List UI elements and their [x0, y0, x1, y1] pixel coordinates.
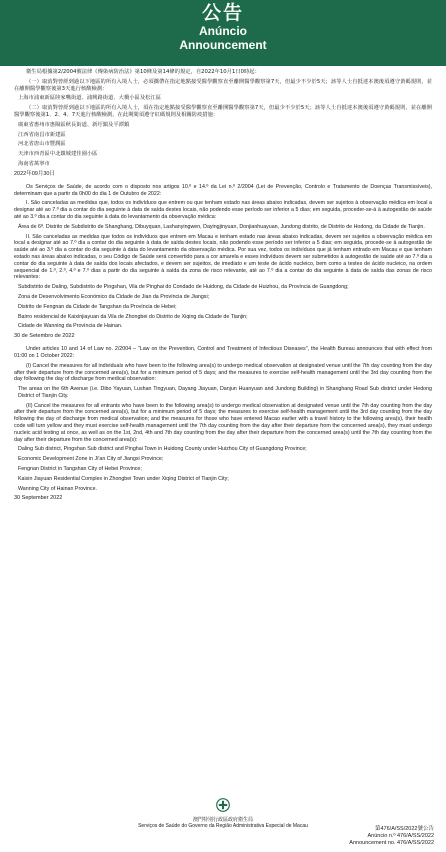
zh-s2-item: 江西省南昌市新建區: [18, 131, 66, 138]
zh-section-2: （二）取消對曾經到過以下地區的所有入境人士，須在指定地點接受醫學觀察直至離開醫學觀察第7天，但最少不少於5天；該等人士自抵達本澳後須遵守黃碼規則，並在離開醫學觀察後第1、2、4、7天進行核酸檢測，在此期間須遵守紅碼規則及相關防疫措施：: [14, 105, 432, 118]
reference-pt: Anúncio n.º 476/A/SS/2022: [367, 833, 434, 839]
zh-s2-item: 天津市西青區中北鎮城建佳園小區: [18, 151, 98, 158]
en-date: 30 September 2022: [14, 495, 63, 502]
pt-s2-item: Cidade de Wanning da Província de Hainan.: [18, 323, 123, 330]
reference-zh: 第476/A/SS/2022號公告: [374, 826, 434, 832]
zh-date: 2022年09月30日: [14, 170, 55, 177]
title-portuguese: Anúncio: [199, 24, 247, 38]
zh-section-1: （一）取消對曾經到過以下地區的所有入境人士，必須攜帶在指定地點接受醫學觀察直至離開醫學觀察第7天，但最少不少於5天；該等人士自抵達本澳後須遵守黃碼規則，並在離開醫學觀察後第3天進行核酸檢測：: [14, 78, 432, 92]
en-section-1: (I) Cancel the measures for all individuals who have been to the following area(s) to undergo medical observation at designated venue until the 7th day counting from the day after their departure from the concerned area(s), but for a minimum period of 5 days; and the measures to exercise self-health management until the 3rd day counting from the day following the day of discharge from medical observation:: [14, 362, 432, 383]
pt-s1-item: Área de 6ª. Distrito de Subdistrito de Shanghang, Dibuyquan, Lashanyingwen, Dayingjinyuan, Donjianhuayuan, Jundong distrito, de Distrito de Hodong, da Cidade de Tianjin.: [18, 223, 425, 230]
title-chinese: 公告: [201, 2, 244, 24]
announcement-body: [0, 66, 446, 502]
en-s1-item: The areas on the 6th Avenue (i.e. Dibo Yayuan, Lushan Tingyuan, Dayang Jiayuan, Danjun Huanyuan and Jundong Building) in Shanghang Road Sub district under Hedong District of Tianjin City.: [18, 386, 432, 399]
announcement-header: [0, 0, 446, 66]
zh-s2-item: 廣東省惠州市惠陽區秋長街道、新圩鎮及平潭鎮: [18, 121, 130, 128]
announcement-reference: [349, 826, 434, 847]
en-s2-item: Fengnan District in Tangshan City of Hebei Province;: [18, 466, 142, 473]
en-s2-item: Kaixin Jiayuan Residential Complex in Zhongbei Town under Xiqing District of Tianjin City;: [18, 475, 229, 482]
pt-s2-item: Subdistrito de Daling, Subdistrito de Pingshan, Vila de Pinghai do Condado de Huidong, da Cidade de Huizhou, da Província de Guangdong;: [18, 284, 349, 291]
reference-en: Announcement no. 476/A/SS/2022: [349, 840, 434, 846]
pt-s2-item: Bairro residencial de Kaixinjiayuan da Vila de Zhongbei do Distrito de Xiqing da Cidade de Tianjin;: [18, 313, 248, 320]
en-s2-item: Daling Sub district, Pingshan Sub district and Pinghai Town in Huidong County under Huizhou City of Guangdong Province;: [18, 446, 307, 453]
en-intro: Under articles 10 and 14 of Law no. 2/2004 – "Law on the Prevention, Control and Treatment of Infectious Diseases", the Health Bureau announces that with effect from 01:00 on 1 October 2022:: [14, 346, 432, 359]
en-s2-item: Wanning City of Hainan Province.: [18, 485, 98, 492]
zh-s2-item: 海南省萬寧市: [18, 160, 50, 167]
en-s2-item: Economic Development Zone in Ji'an City of Jiangxi Province;: [18, 456, 164, 463]
en-section-2: (II) Cancel the measures for all entrants who have been to the following area(s) to undergo medical observation at designated venue until the 7th day counting from the day after their departure from the concerned area(s), but for a minimum period of 5 days; the measures to exercise self-health management until the 3rd day counting from the day following the day of discharge from medical observation; and the measures for those who have entered Macao earlier with a travel history to the following area(s), their health code will turn yellow and they must exercise self-health management until the 7th day counting from the day after their departure from the concerned area(s), they must undergo nucleic acid testing at once, as well as on the 1st, 2nd, 4th and 7th day counting from the day after their departure from the concerned area(s) until the 7th day counting from the day after their departure from the concerned area(s):: [14, 402, 432, 443]
zh-intro: 衛生局根據第2/2004號法律《傳染病防治法》第10條及第14條的規定，自2022年10月1日0時起：: [26, 69, 260, 75]
pt-s2-item: Distrito de Fengnan da Cidade de Tangshan da Província de Hebei;: [18, 303, 177, 310]
pt-date: 30 de Setembro de 2022: [14, 333, 75, 340]
footer: [0, 798, 446, 829]
health-bureau-logo-icon: [216, 798, 230, 812]
zh-s1-item: 上海市浦東新區陸家嘴街道、浦興路街道、大橋小區及松江區: [18, 95, 162, 102]
department-name: 澳門特別行政區政府衛生局 Serviços de Saúde do Governo da Região Administrativa Especial de Macau: [138, 817, 308, 829]
zh-s2-item: 河北省唐山市豐潤區: [18, 141, 66, 148]
pt-section-1: I. São canceladas as medidas que, todos os indivíduos que entrem ou que tenham estado nas áreas abaixo indicadas, devem ser sujeitos à observação médica em local a designar até ao 7.º dia a contar do dia seguinte à data de saída destes locais, não podendo esse período ser inferior a 5 dias; em seguida, proceder-se-á à autogestão de saúde até ao 3.º dia a contar do dia seguinte à data do levantamento da observação médica:: [14, 200, 432, 220]
pt-section-2: II. São canceladas as medidas que todos os indivíduos que entrem em Macau e tenham estado nas áreas abaixo indicadas, devem ser sujeitos a observação médica em local a designar até ao 7.º dia a contar do dia seguinte à data de saída destes locais, não podendo esse período ser inferior a 5 dias; em seguida, procede-se à autogestão de saúde até ao 3.º dia a contar do dia seguinte à data do levantamento da observação médica. Por sua vez, todos os indivíduos que já tenham entrado em Macau e que tenham estado nas áreas abaixo indicadas, o seu Código de Saúde será convertido para a cor amarela e esses indivíduos devem ser submetidos à autogestão de saúde até ao 7.º dia a contar do dia seguinte à data de saída dos locais afectados, e devem ser sujeitos, de imediato e um teste de ácido nucleico, bem como a testes de ácido nucleico, na ordem sequencial de 1.º, 2.º, 4.º e 7.º dias a partir do dia seguinte à saída da zona de risco relevante, até ao 7.º dia a contar do dia seguinte à data de saída das zonas de risco relevantes:: [14, 233, 432, 281]
pt-s2-item: Zona de Desenvolvimento Económico da Cidade de Jian da Província de Jiangxi;: [18, 293, 210, 300]
title-english: Announcement: [179, 38, 267, 52]
pt-intro: Os Serviços de Saúde, de acordo com o disposto nos artigos 10.º e 14.º da Lei n.º 2/2004 (Lei de Prevenção, Controlo e Tratamento de Doenças Transmissíveis), determinam que a partir da 0h00 do dia 1 de Outubro de 2022:: [14, 183, 432, 197]
